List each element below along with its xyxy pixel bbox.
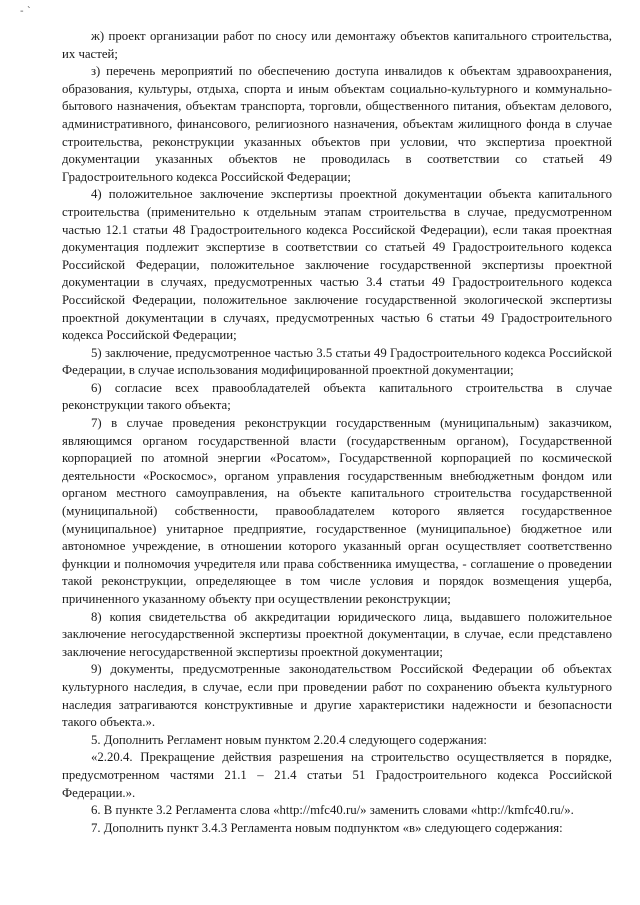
document-body bbox=[62, 28, 612, 837]
amendment-2-20-4: «2.20.4. Прекращение действия разрешения на строительство осуществляется в порядке, предусмотренном частями 21.1 – 21.4 статьи 51 Градостроительного кодекса Российской Федерации.». bbox=[62, 750, 612, 800]
paragraph-7: 7) в случае проведения реконструкции государственным (муниципальным) заказчиком, являющимся органом государственной власти (государственным органом), Государственной корпорацией по атомной энергии «Росатом», Государственной корпорацией по космической деятельности «Роскосмос», органом управления государственным внебюджетным фондом или органом местного самоуправления, на объекте капитального строительства государственной (муниципальной) собственности, правообладателем которого является государственное (муниципальное) унитарное предприятие, государственное (муниципальное) бюджетное или автономное учреждение, в отношении которого указанный орган осуществляет соответственно функции и полномочия учредителя или права собственника имущества, - соглашение о проведении такой реконструкции, определяющее в том числе условия и порядок возмещения ущерба, причиненного указанному объекту при осуществлении реконструкции; bbox=[62, 416, 612, 606]
paragraph-zh: ж) проект организации работ по сносу или демонтажу объектов капитального строительства, их частей; bbox=[62, 29, 612, 61]
scan-artifact: - ` bbox=[20, 6, 32, 17]
amendment-7: 7. Дополнить пункт 3.4.3 Регламента новым подпунктом «в» следующего содержания: bbox=[91, 820, 563, 835]
paragraph-4: 4) положительное заключение экспертизы проектной документации объекта капитального строительства (применительно к отдельным этапам строительства в случае, предусмотренном частью 12.1 статьи 48 Градостроительного кодекса Российской Федерации), если такая проектная документация подлежит экспертизе в соответствии со статьей 49 Градостроительного кодекса Российской Федерации, положительное заключение государственной экспертизы проектной документации в случаях, предусмотренных частью 3.4 статьи 49 Градостроительного кодекса Российской Федерации, положительное заключение государственной экологической экспертизы проектной документации в случаях, предусмотренных частью 6 статьи 49 Градостроительного кодекса Российской Федерации; bbox=[62, 187, 612, 343]
paragraph-9: 9) документы, предусмотренные законодательством Российской Федерации об объектах культурного наследия, в случае, если при проведении работ по сохранению объекта культурного наследия затрагиваются конструктивные и другие характеристики надежности и безопасности такого объекта.». bbox=[62, 662, 612, 730]
paragraph-z: з) перечень мероприятий по обеспечению доступа инвалидов к объектам здравоохранения, образования, культуры, отдыха, спорта и иным объектам социально-культурного и коммунально-бытового назначения, объектам транспорта, торговли, общественного питания, объектам делового, административного, финансового, религиозного назначения, объектам жилищного фонда в случае строительства, реконструкции указанных объектов при условии, что экспертиза проектной документации указанных объектов не проводилась в соответствии со статьей 49 Градостроительного кодекса Российской Федерации; bbox=[62, 64, 612, 184]
amendment-6: 6. В пункте 3.2 Регламента слова «http://mfc40.ru/» заменить словами «http://kmfc40.ru/». bbox=[91, 803, 574, 818]
paragraph-8: 8) копия свидетельства об аккредитации юридического лица, выдавшего положительное заключение негосударственной экспертизы проектной документации, в случае, если представлено заключение негосударственной экспертизы проектной документации; bbox=[62, 609, 612, 659]
paragraph-6: 6) согласие всех правообладателей объекта капитального строительства в случае реконструкции такого объекта; bbox=[62, 380, 612, 413]
paragraph-5: 5) заключение, предусмотренное частью 3.5 статьи 49 Градостроительного кодекса Российской Федерации, в случае использования модифицированной проектной документации; bbox=[62, 345, 612, 378]
amendment-5: 5. Дополнить Регламент новым пунктом 2.20.4 следующего содержания: bbox=[91, 732, 487, 747]
